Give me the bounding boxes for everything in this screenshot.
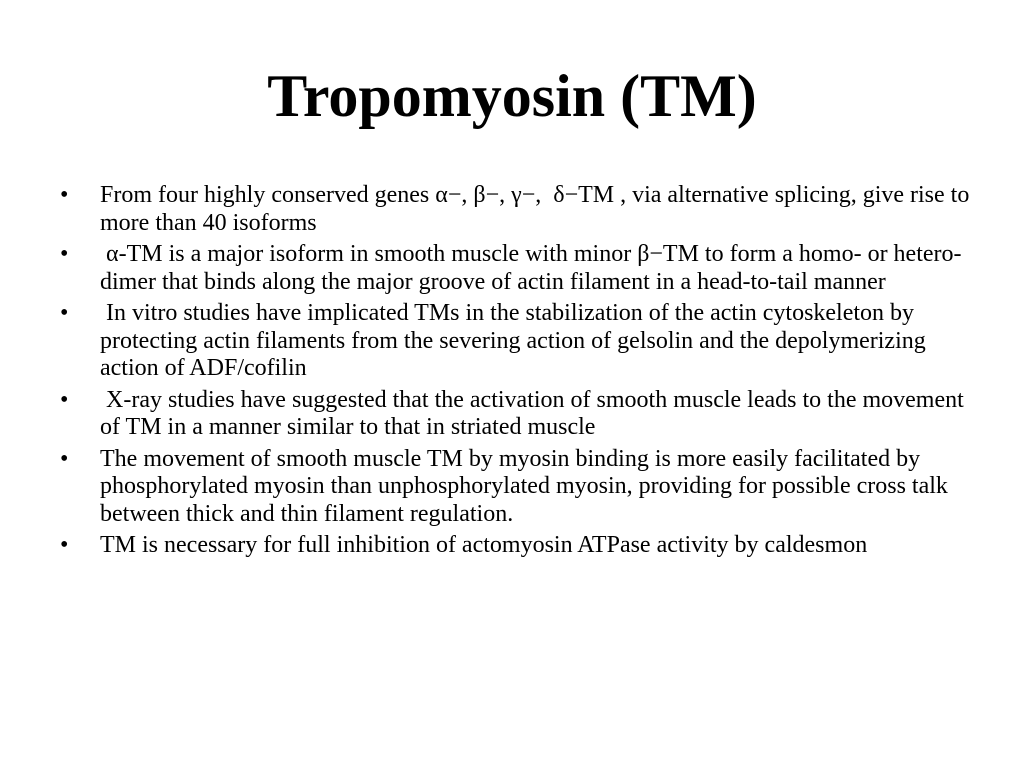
bullet-item <box>60 387 980 442</box>
bullet-icon: • <box>60 300 69 326</box>
bullet-icon: • <box>60 182 69 208</box>
bullet-text: From four highly conserved genes α−, β−, γ−, δ−TM , via alternative splicing, give rise to more than 40 isoforms <box>100 182 976 236</box>
bullet-text: The movement of smooth muscle TM by myosin binding is more easily facilitated by phosphorylated myosin than unphosphorylated myosin, providing for possible cross talk between thick and thin filament regulation. <box>100 445 954 527</box>
bullet-item <box>60 446 980 529</box>
bullet-icon: • <box>60 386 69 413</box>
bullet-text: α-TM is a major isoform in smooth muscle with minor β−TM to form a homo- or hetero-dimer that binds along the major groove of actin filament in a head-to-tail manner <box>100 241 962 295</box>
bullet-icon: • <box>60 241 69 267</box>
bullet-icon: • <box>60 445 69 472</box>
bullet-text: In vitro studies have implicated TMs in the stabilization of the actin cytoskeleton by protecting actin filaments from the severing action of gelsolin and the depolymerizing action of ADF/cofilin <box>100 300 932 381</box>
bullet-item <box>60 241 980 296</box>
bullet-item <box>60 532 980 560</box>
slide-title: Tropomyosin (TM) <box>267 63 757 129</box>
bullet-text: X-ray studies have suggested that the activation of smooth muscle leads to the movement of TM in a manner similar to that in striated muscle <box>100 386 970 440</box>
bullet-list <box>60 182 980 564</box>
bullet-text: TM is necessary for full inhibition of actomyosin ATPase activity by caldesmon <box>100 532 868 558</box>
bullet-icon: • <box>60 532 69 558</box>
bullet-item <box>60 300 980 383</box>
bullet-item <box>60 182 980 237</box>
